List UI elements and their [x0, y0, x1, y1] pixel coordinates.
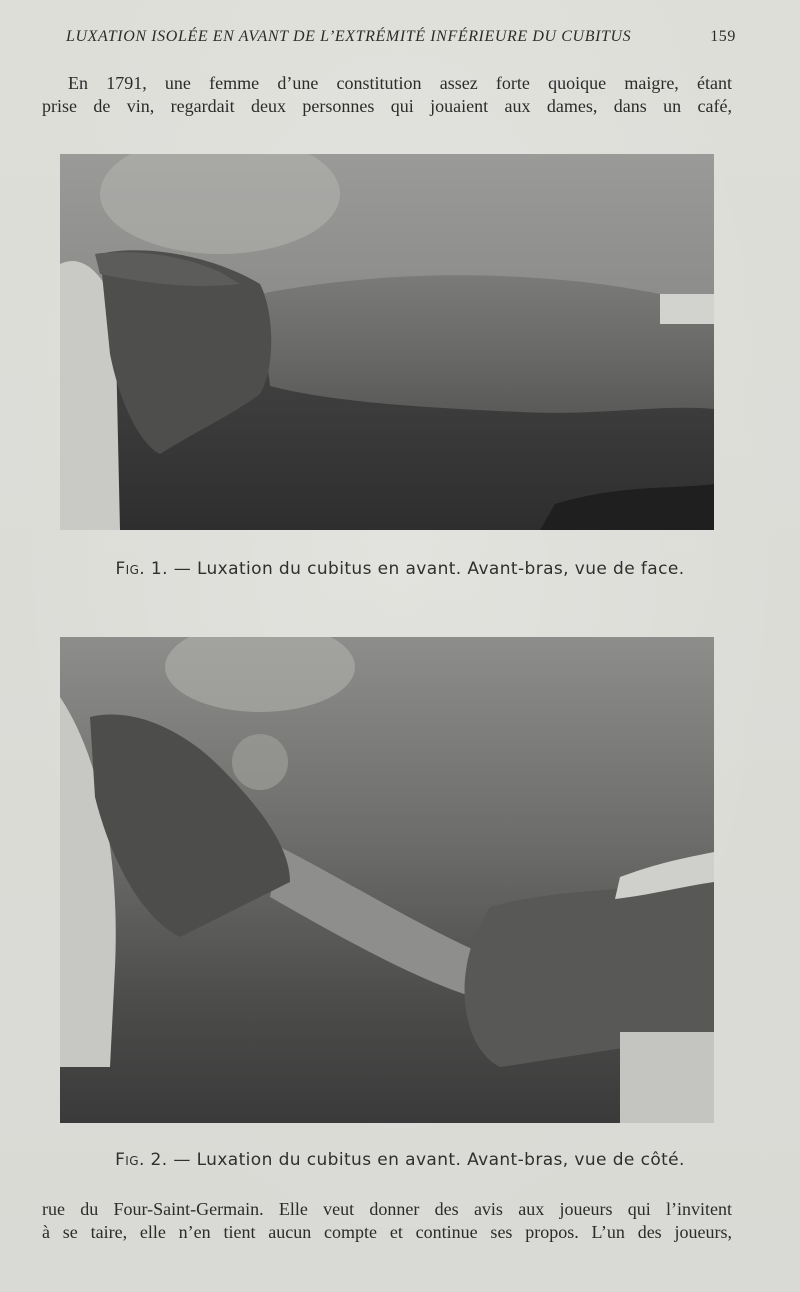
- paragraph-top: [42, 72, 732, 118]
- figure-1-caption: [40, 559, 760, 579]
- paragraph-top-line-2: prise de vin, regardait deux personnes qui jouaient aux dames, dans un café,: [42, 96, 732, 116]
- figure-1-label: Fig. 1.: [115, 559, 168, 579]
- figure-2-caption-text: — Luxation du cubitus en avant. Avant-bras, vue de côté.: [173, 1150, 685, 1170]
- figure-1-caption-text: — Luxation du cubitus en avant. Avant-bras, vue de face.: [173, 559, 685, 579]
- paragraph-bottom: [42, 1198, 732, 1244]
- figure-2-label: Fig. 2.: [115, 1150, 168, 1170]
- page-number: 159: [710, 28, 736, 45]
- paragraph-top-line-1: En 1791, une femme d’une constitution assez forte quoique maigre, étant: [68, 73, 732, 93]
- paragraph-bottom-line-2: à se taire, elle n’en tient aucun compte et continue ses propos. L’un des joueurs,: [42, 1222, 732, 1242]
- forearm-side-view-photo: [60, 637, 714, 1123]
- running-head: [66, 28, 736, 50]
- figure-2-photograph: [60, 637, 714, 1123]
- figure-2-caption: [40, 1150, 760, 1170]
- figure-1-photograph: [60, 154, 714, 530]
- running-head-title: LUXATION ISOLÉE EN AVANT DE L’EXTRÉMITÉ INFÉRIEURE DU CUBITUS: [66, 28, 632, 45]
- paragraph-bottom-line-1: rue du Four-Saint-Germain. Elle veut donner des avis aux joueurs qui l’invitent: [42, 1199, 732, 1219]
- forearm-front-view-photo: [60, 154, 714, 530]
